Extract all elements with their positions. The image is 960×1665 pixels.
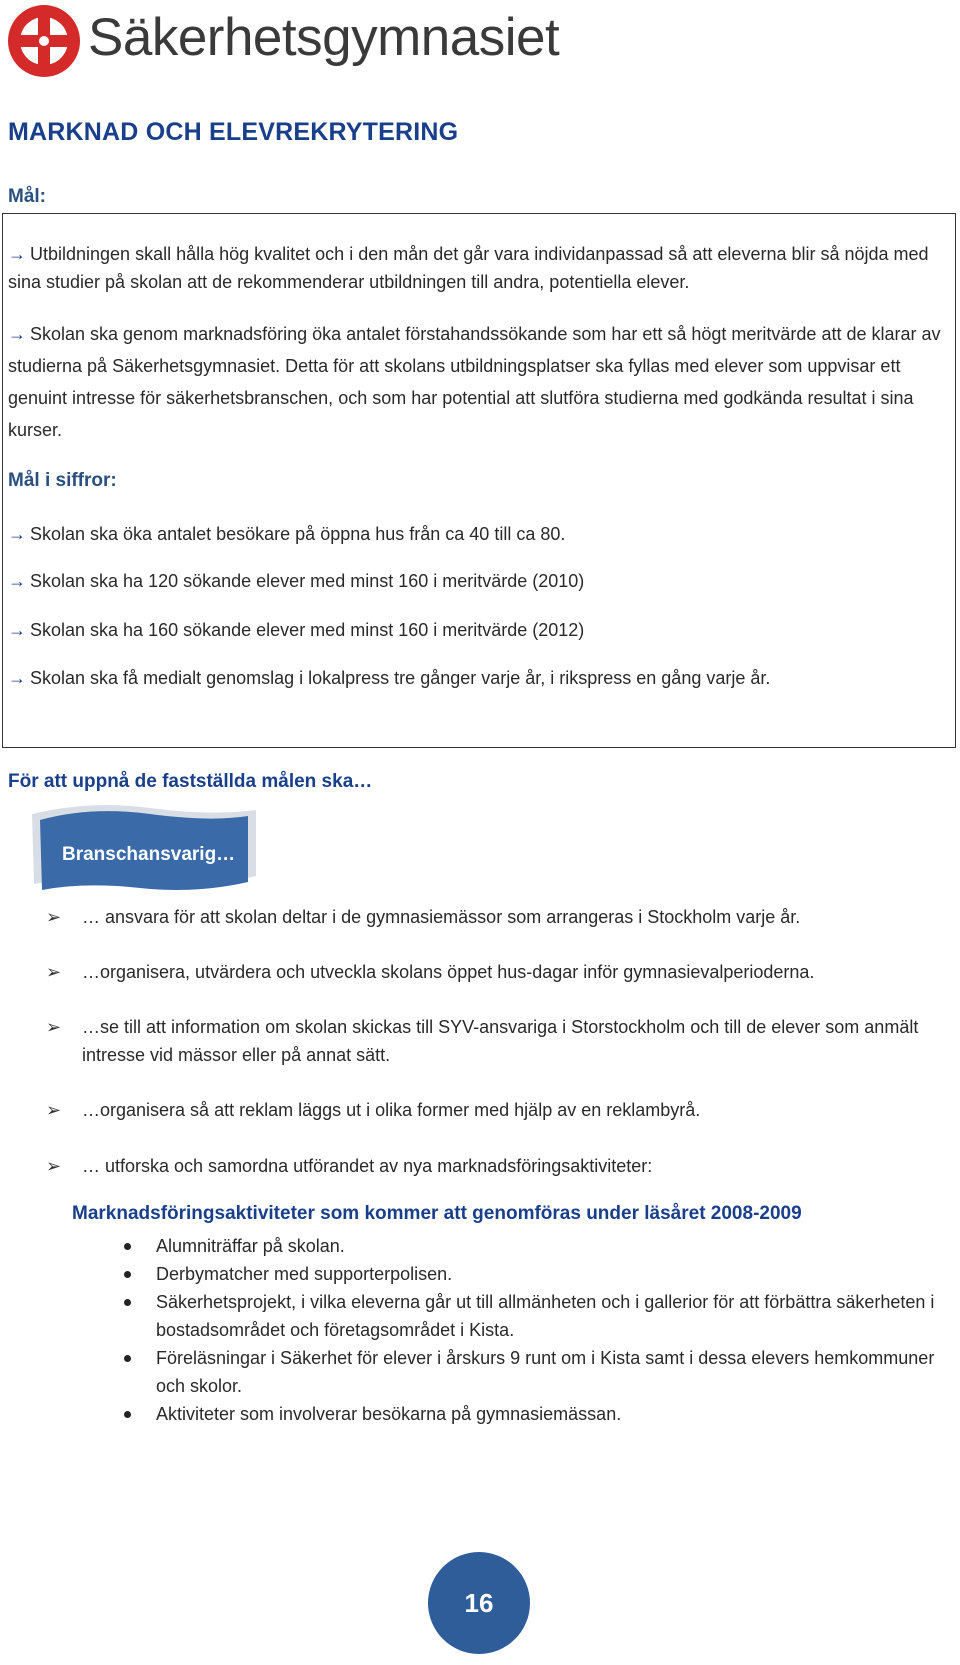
responsibility-item: ➢ …organisera, utvärdera och utveckla skolans öppet hus-dagar inför gymnasievalperioderna. [46,958,946,986]
arrow-icon: → [8,668,26,688]
page-number: 16 [464,1587,494,1618]
bullet-icon [124,1355,131,1362]
goals-label: Mål: [8,186,46,207]
activities-heading: Marknadsföringsaktiviteter som kommer att genomföras under läsåret 2008-2009 [72,1203,802,1224]
responsibility-item: ➢ … ansvara för att skolan deltar i de gymnasiemässor som arrangeras i Stockholm varje år. [46,903,946,931]
list-item: Aktiviteter som involverar besökarna på gymnasiemässan. [118,1400,938,1428]
goal-item: → Utbildningen skall hålla hög kvalitet och i den mån det går vara individanpassad så att eleverna blir så nöjda med sina studier på skolan att de rekommenderar utbildningen till andra, potentiella elever. [8,244,929,292]
arrow-icon: → [8,524,26,544]
page-number-badge [428,1552,530,1654]
list-item: Alumniträffar på skolan. [118,1232,938,1260]
arrowhead-bullet-icon: ➢ [46,962,62,982]
figure-goal-item: → Skolan ska öka antalet besökare på öppna hus från ca 40 till ca 80. [8,524,566,544]
section-heading: För att uppnå de fastställda målen ska… [8,771,373,792]
figure-goal-item: → Skolan ska ha 160 sökande elever med minst 160 i meritvärde (2012) [8,620,585,640]
arrow-icon: → [8,620,26,640]
figure-goal-item: → Skolan ska få medialt genomslag i lokalpress tre gånger varje år, i rikspress en gång varje år. [8,668,771,688]
page-title: MARKNAD OCH ELEVREKRYTERING [8,118,459,146]
arrowhead-bullet-icon: ➢ [46,1100,62,1120]
bullet-icon [124,1411,131,1418]
bullet-icon [124,1271,131,1278]
arrowhead-bullet-icon: ➢ [46,907,62,927]
arrow-icon: → [8,324,26,344]
list-item: Derbymatcher med supporterpolisen. [118,1260,938,1288]
arrowhead-bullet-icon: ➢ [46,1156,62,1176]
banner-label: Branschansvarig… [62,844,236,865]
responsibility-item: ➢ …organisera så att reklam läggs ut i olika former med hjälp av en reklambyrå. [46,1096,946,1124]
figure-goal-item: → Skolan ska ha 120 sökande elever med minst 160 i meritvärde (2010) [8,571,585,591]
responsibility-item: ➢ … utforska och samordna utförandet av nya marknadsföringsaktiviteter: [46,1152,946,1180]
activity-list [118,1232,938,1428]
goal-item: → Skolan ska genom marknadsföring öka antalet förstahandssökande som har ett så högt meritvärde att de klarar av studierna på Säkerhetsgymnasiet. Detta för att skolans utbildningsplatser ska fyllas med elever som uppvisar ett genuint intresse för säkerhetsbranschen, och som har potential att slutföra studierna med godkända resultat i sina kurser. [8,324,941,440]
school-name-logo: Säkerhetsgymnasiet [88,8,560,67]
bullet-icon [124,1299,131,1306]
goals-figures-label: Mål i siffror: [8,470,117,491]
responsibility-item: ➢ …se till att information om skolan skickas till SYV-ansvariga i Storstockholm och till de elever som anmält intresse vid mässor eller på annat sätt. [46,1013,946,1069]
arrow-icon: → [8,571,26,591]
list-item: Föreläsningar i Säkerhet för elever i årskurs 9 runt om i Kista samt i dessa elevers hemkommuner och skolor. [118,1344,938,1400]
arrow-icon: → [8,244,26,264]
list-item: Säkerhetsprojekt, i vilka eleverna går ut till allmänheten och i gallerior för att förbättra säkerheten i bostadsområdet och företagsområdet i Kista. [118,1288,938,1344]
arrowhead-bullet-icon: ➢ [46,1017,62,1037]
bullet-icon [124,1243,131,1250]
school-logo-icon [6,3,82,79]
